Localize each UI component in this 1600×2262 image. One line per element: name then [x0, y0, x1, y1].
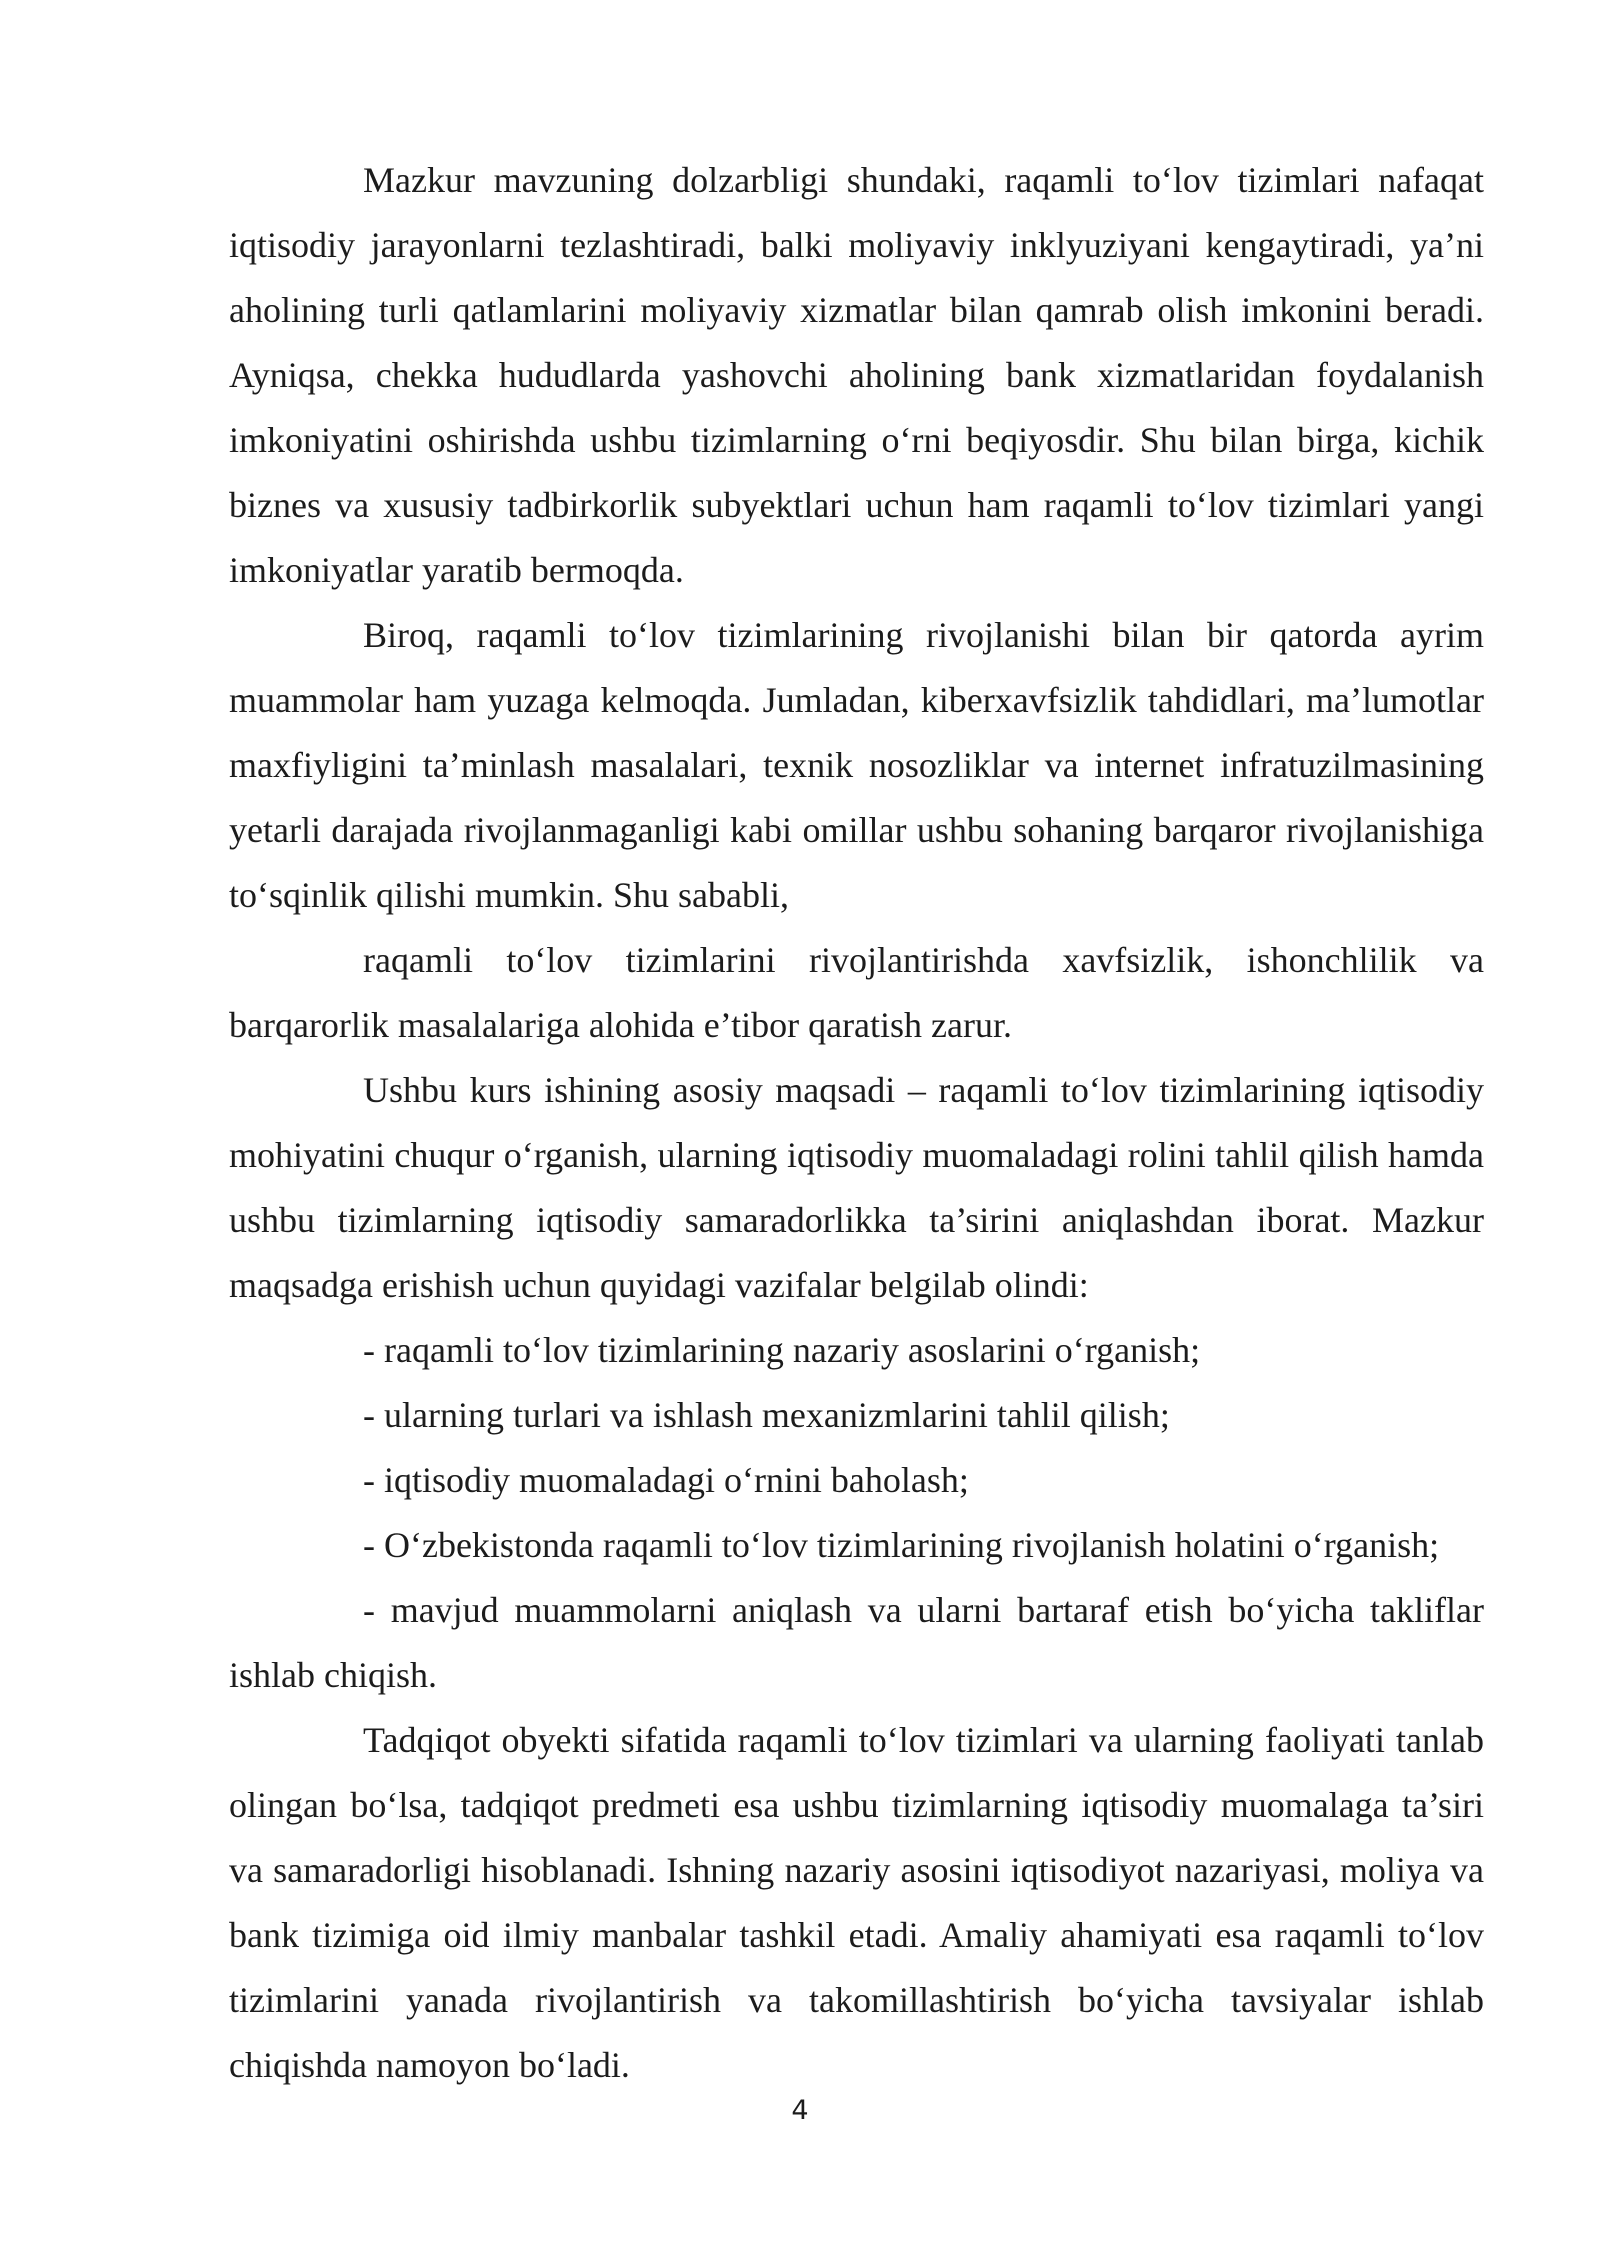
task-list-item: - O‘zbekistonda raqamli to‘lov tizimlarining rivojlanish holatini o‘rganish; — [363, 1525, 1440, 1565]
paragraph-security-note: raqamli to‘lov tizimlarini rivojlantirishda xavfsizlik, ishonchlilik va barqarorlik masalalariga alohida e’tibor qaratish zarur. — [229, 940, 1484, 1045]
page-number: 4 — [791, 2095, 809, 2126]
task-list-item: - raqamli to‘lov tizimlarining nazariy asoslarini o‘rganish; — [363, 1330, 1201, 1370]
task-list-item: - mavjud muammolarni aniqlash va ularni bartaraf etish bo‘yicha takliflar ishlab chiqish. — [229, 1590, 1484, 1695]
task-list-item: - iqtisodiy muomaladagi o‘rnini baholash; — [363, 1460, 969, 1500]
task-list-item: - ularning turlari va ishlash mexanizmlarini tahlil qilish; — [363, 1395, 1170, 1435]
paragraph-object-subject: Tadqiqot obyekti sifatida raqamli to‘lov tizimlari va ularning faoliyati tanlab olingan bo‘lsa, tadqiqot predmeti esa ushbu tizimlarning iqtisodiy muomalaga ta’siri va samaradorligi hisoblanadi. Ishning nazariy asosini iqtisodiyot nazariyasi, moliya va bank tizimiga oid ilmiy manbalar tashkil etadi. Amaliy ahamiyati esa raqamli to‘lov tizimlarini yanada rivojlantirish va takomillashtirish bo‘yicha tavsiyalar ishlab chiqishda namoyon bo‘ladi. — [229, 1720, 1484, 2085]
paragraph-problems: Biroq, raqamli to‘lov tizimlarining rivojlanishi bilan bir qatorda ayrim muammolar ham yuzaga kelmoqda. Jumladan, kiberxavfsizlik tahdidlari, ma’lumotlar maxfiyligini ta’minlash masalalari, texnik nosozliklar va internet infratuzilmasining yetarli darajada rivojlanmaganligi kabi omillar ushbu sohaning barqaror rivojlanishiga to‘sqinlik qilishi mumkin. Shu sababli, — [229, 615, 1484, 915]
body-text — [229, 148, 1484, 2098]
paragraph-goal: Ushbu kurs ishining asosiy maqsadi – raqamli to‘lov tizimlarining iqtisodiy mohiyatini chuqur o‘rganish, ularning iqtisodiy muomaladagi rolini tahlil qilish hamda ushbu tizimlarning iqtisodiy samaradorlikka ta’sirini aniqlashdan iborat. Mazkur maqsadga erishish uchun quyidagi vazifalar belgilab olindi: — [229, 1070, 1484, 1305]
paragraph-relevance: Mazkur mavzuning dolzarbligi shundaki, raqamli to‘lov tizimlari nafaqat iqtisodiy jarayonlarni tezlashtiradi, balki moliyaviy inklyuziyani kengaytiradi, ya’ni aholining turli qatlamlarini moliyaviy xizmatlar bilan qamrab olish imkonini beradi. Ayniqsa, chekka hududlarda yashovchi aholining bank xizmatlaridan foydalanish imkoniyatini oshirishda ushbu tizimlarning o‘rni beqiyosdir. Shu bilan birga, kichik biznes va xususiy tadbirkorlik subyektlari uchun ham raqamli to‘lov tizimlari yangi imkoniyatlar yaratib bermoqda. — [229, 160, 1484, 590]
